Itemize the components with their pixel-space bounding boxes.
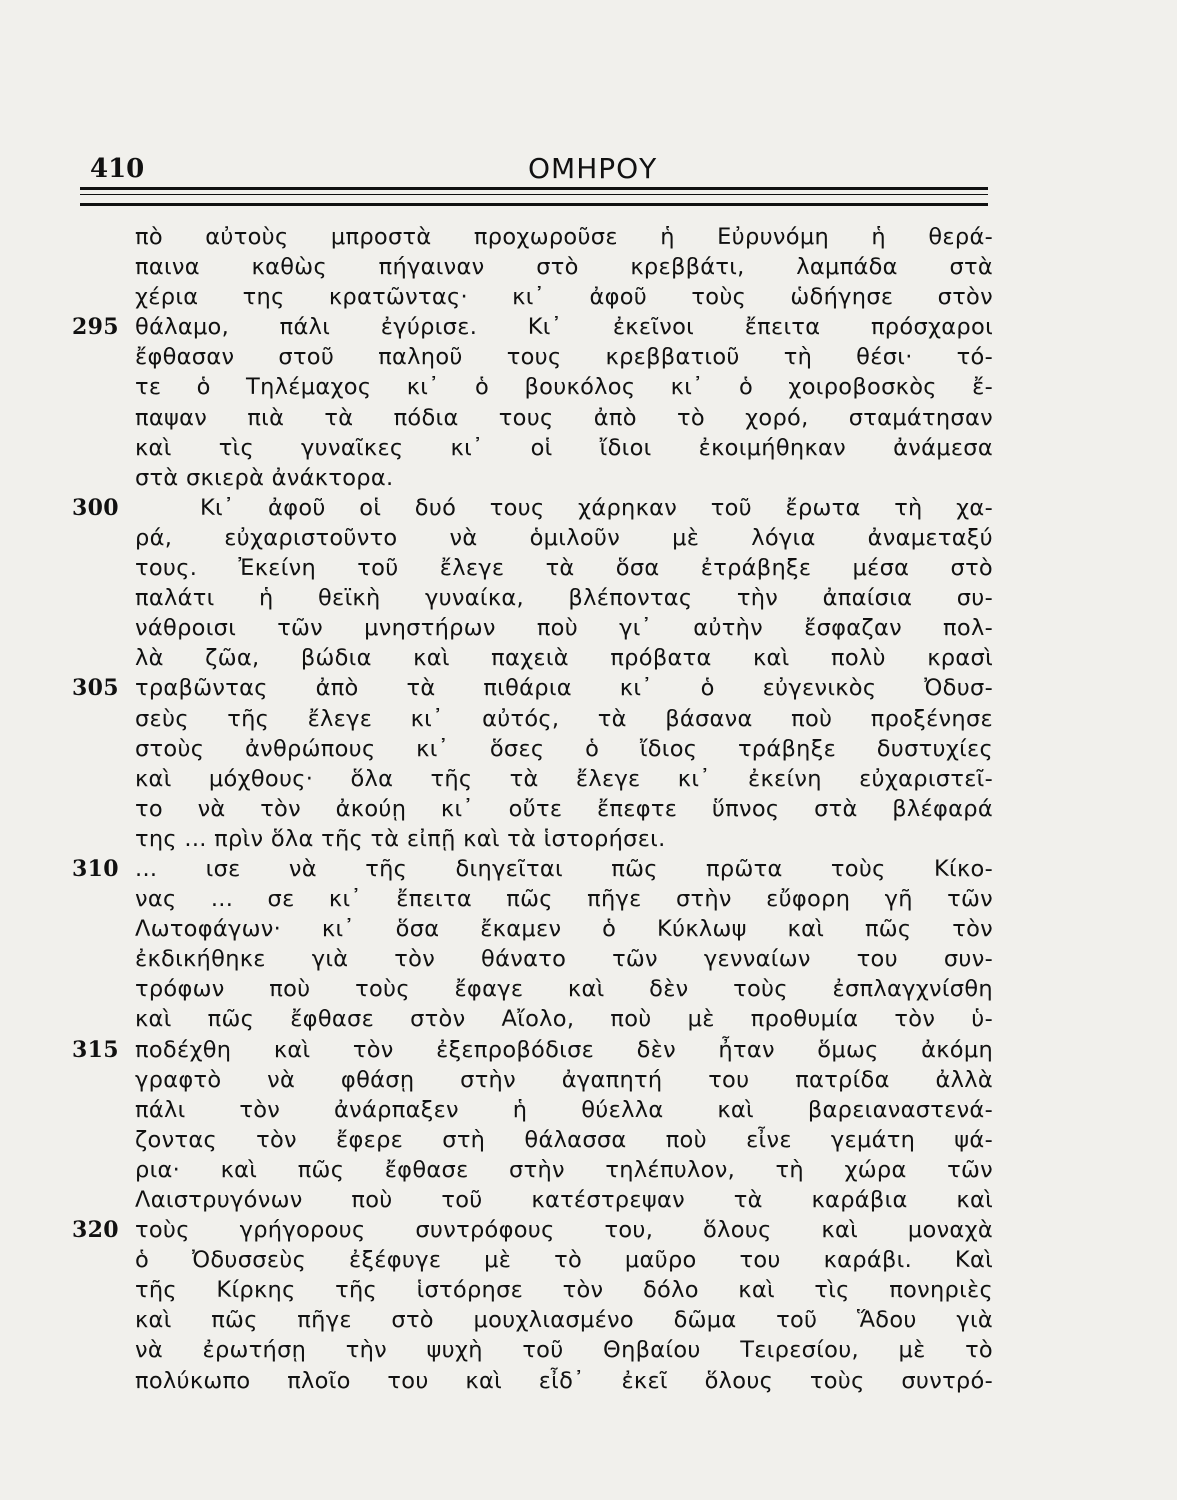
text-line-content: Λωτοφάγων· κι᾿ ὅσα ἔκαμεν ὁ Κύκλωψ καὶ πῶς τὸν <box>135 916 993 943</box>
text-line-content: τραβῶντας ἀπὸ τὰ πιθάρια κι᾿ ὁ εὐγενικὸς Ὀδυσ- <box>135 675 993 702</box>
text-line <box>135 734 993 764</box>
text-line <box>135 704 993 734</box>
text-line <box>135 583 993 613</box>
text-line-content: στοὺς ἀνθρώπους κι᾿ ὅσες ὁ ἴδιος τράβηξε δυστυχίες <box>135 735 993 762</box>
text-line-content: τοὺς γρήγορους συντρόφους του, ὅλους καὶ μοναχὰ <box>135 1217 993 1244</box>
text-line <box>72 673 993 703</box>
text-line <box>135 282 993 312</box>
text-line-content: στὰ σκιερὰ ἀνάκτορα. <box>135 464 394 491</box>
header-rule-bottom <box>80 203 988 206</box>
text-line-content: θάλαμο, πάλι ἐγύρισε. Κι᾿ ἐκεῖνοι ἔπειτα πρόσχαροι <box>135 314 993 341</box>
text-line <box>72 1035 993 1065</box>
text-line-content: τους. Ἐκείνη τοῦ ἔλεγε τὰ ὅσα ἐτράβηξε μέσα στὸ <box>135 555 993 582</box>
text-line-content: ρά, εὐχαριστοῦντο νὰ ὁμιλοῦν μὲ λόγια ἀναμεταξύ <box>135 524 993 551</box>
text-line <box>135 764 993 794</box>
page-header <box>90 150 990 186</box>
text-line-content: ἐκδικήθηκε γιὰ τὸν θάνατο τῶν γενναίων του συν- <box>135 946 993 973</box>
text-line <box>135 643 993 673</box>
text-line-content: ποδέχθη καὶ τὸν ἐξεπροβόδισε δὲν ἦταν ὅμως ἀκόμη <box>135 1036 993 1063</box>
text-line-content: πάλι τὸν ἀνάρπαξεν ἡ θύελλα καὶ βαρειαναστενά- <box>135 1096 993 1123</box>
text-line-content: παψαν πιὰ τὰ πόδια τους ἀπὸ τὸ χορό, σταμάτησαν <box>135 404 993 431</box>
line-number: 295 <box>72 314 119 341</box>
text-line <box>135 463 993 493</box>
text-line <box>135 403 993 433</box>
text-line-content: νας ... σε κι᾿ ἔπειτα πῶς πῆγε στὴν εὔφορη γῆ τῶν <box>135 886 993 913</box>
line-number: 310 <box>72 855 119 882</box>
text-line-content: καὶ μόχθους· ὅλα τῆς τὰ ἔλεγε κι᾿ ἐκείνη εὐχαριστεῖ- <box>135 765 993 792</box>
text-line-content: λὰ ζῶα, βώδια καὶ παχειὰ πρόβατα καὶ πολὺ κρασὶ <box>135 645 993 672</box>
line-number: 300 <box>72 494 119 521</box>
text-line <box>135 1004 993 1034</box>
running-title: ΟΜΗΡΟΥ <box>528 152 658 185</box>
header-rule-thick <box>80 187 988 190</box>
text-line <box>135 824 993 854</box>
text-line <box>72 854 993 884</box>
text-line <box>135 794 993 824</box>
text-line <box>135 553 993 583</box>
text-line-content: πὸ αὐτοὺς μπροστὰ προχωροῦσε ἡ Εὐρυνόμη ἡ θερά- <box>135 224 993 250</box>
text-line-content: Κι᾿ ἀφοῦ οἱ δυό τους χάρηκαν τοῦ ἔρωτα τὴ χα- <box>200 494 993 521</box>
text-line <box>135 944 993 974</box>
text-line-content: ὁ Ὀδυσσεὺς ἐξέφυγε μὲ τὸ μαῦρο του καράβι. Καὶ <box>135 1247 993 1274</box>
text-line <box>135 1335 993 1365</box>
text-line <box>72 312 993 342</box>
text-line-content: της ... πρὶν ὅλα τῆς τὰ εἰπῇ καὶ τὰ ἱστορήσει. <box>135 825 666 852</box>
text-line <box>135 1125 993 1155</box>
text-line-content: τρόφων ποὺ τοὺς ἔφαγε καὶ δὲν τοὺς ἐσπλαγχνίσθη <box>135 976 993 1003</box>
text-line-content: πολύκωπο πλοῖο του καὶ εἶδ᾿ ἐκεῖ ὅλους τοὺς συντρό- <box>135 1367 993 1394</box>
text-line-content: παινα καθὼς πήγαιναν στὸ κρεββάτι, λαμπάδα στὰ <box>135 254 993 281</box>
header-rule-thin <box>80 194 988 195</box>
text-line <box>135 252 993 282</box>
text-line-content: γραφτὸ νὰ φθάσῃ στὴν ἀγαπητή του πατρίδα ἀλλὰ <box>135 1066 993 1093</box>
text-line <box>135 914 993 944</box>
text-line <box>135 1245 993 1275</box>
text-line <box>72 1215 993 1245</box>
text-line-content: το νὰ τὸν ἀκούῃ κι᾿ οὔτε ἔπεφτε ὕπνος στὰ βλέφαρά <box>135 795 993 822</box>
text-line-content: νάθροισι τῶν μνηστήρων ποὺ γι᾿ αὐτὴν ἔσφαζαν πολ- <box>135 615 993 642</box>
text-line-content: σεὺς τῆς ἔλεγε κι᾿ αὐτός, τὰ βάσανα ποὺ προξένησε <box>135 705 993 732</box>
text-line <box>135 222 993 252</box>
text-line <box>135 523 993 553</box>
text-line <box>135 1065 993 1095</box>
body-text <box>72 222 993 1396</box>
text-line <box>135 1305 993 1335</box>
text-line <box>135 1275 993 1305</box>
line-number: 315 <box>72 1036 119 1063</box>
text-line <box>135 1155 993 1185</box>
text-line <box>135 884 993 914</box>
text-line <box>135 1185 993 1215</box>
text-line <box>135 974 993 1004</box>
text-line <box>135 372 993 402</box>
text-line <box>135 1366 993 1396</box>
text-line <box>135 342 993 372</box>
text-line-content: καὶ πῶς ἔφθασε στὸν Αἴολο, ποὺ μὲ προθυμία τὸν ὑ- <box>135 1006 993 1033</box>
text-line-content: νὰ ἐρωτήσῃ τὴν ψυχὴ τοῦ Θηβαίου Τειρεσίου, μὲ τὸ <box>135 1337 993 1364</box>
text-line-content: τε ὁ Τηλέμαχος κι᾿ ὁ βουκόλος κι᾿ ὁ χοιροβοσκὸς ἔ- <box>135 374 993 401</box>
text-line <box>135 613 993 643</box>
text-line-content: παλάτι ἡ θεϊκὴ γυναίκα, βλέποντας τὴν ἀπαίσια συ- <box>135 585 993 612</box>
text-line-content: καὶ πῶς πῆγε στὸ μουχλιασμένο δῶμα τοῦ Ἅδου γιὰ <box>135 1307 993 1334</box>
text-line <box>135 433 993 463</box>
text-line-content: χέρια της κρατῶντας· κι᾿ ἀφοῦ τοὺς ὡδήγησε στὸν <box>135 284 993 311</box>
page-number: 410 <box>90 154 145 184</box>
text-line-content: τῆς Κίρκης τῆς ἱστόρησε τὸν δόλο καὶ τὶς πονηριὲς <box>135 1277 993 1304</box>
text-line-content: ... ισε νὰ τῆς διηγεῖται πῶς πρῶτα τοὺς Κίκο- <box>135 855 993 882</box>
text-line-content: ζοντας τὸν ἔφερε στὴ θάλασσα ποὺ εἶνε γεμάτη ψά- <box>135 1126 993 1153</box>
text-line-content: καὶ τὶς γυναῖκες κι᾿ οἱ ἴδιοι ἐκοιμήθηκαν ἀνάμεσα <box>135 434 993 461</box>
line-number: 320 <box>72 1217 119 1244</box>
text-line-content: ρια· καὶ πῶς ἔφθασε στὴν τηλέπυλον, τὴ χώρα τῶν <box>135 1156 993 1183</box>
text-line-content: ἔφθασαν στοῦ παληοῦ τους κρεββατιοῦ τὴ θέσι· τό- <box>135 344 993 371</box>
text-line-content: Λαιστρυγόνων ποὺ τοῦ κατέστρεψαν τὰ καράβια καὶ <box>135 1187 993 1213</box>
text-line <box>135 1095 993 1125</box>
line-number: 305 <box>72 675 119 702</box>
text-line <box>72 493 993 523</box>
